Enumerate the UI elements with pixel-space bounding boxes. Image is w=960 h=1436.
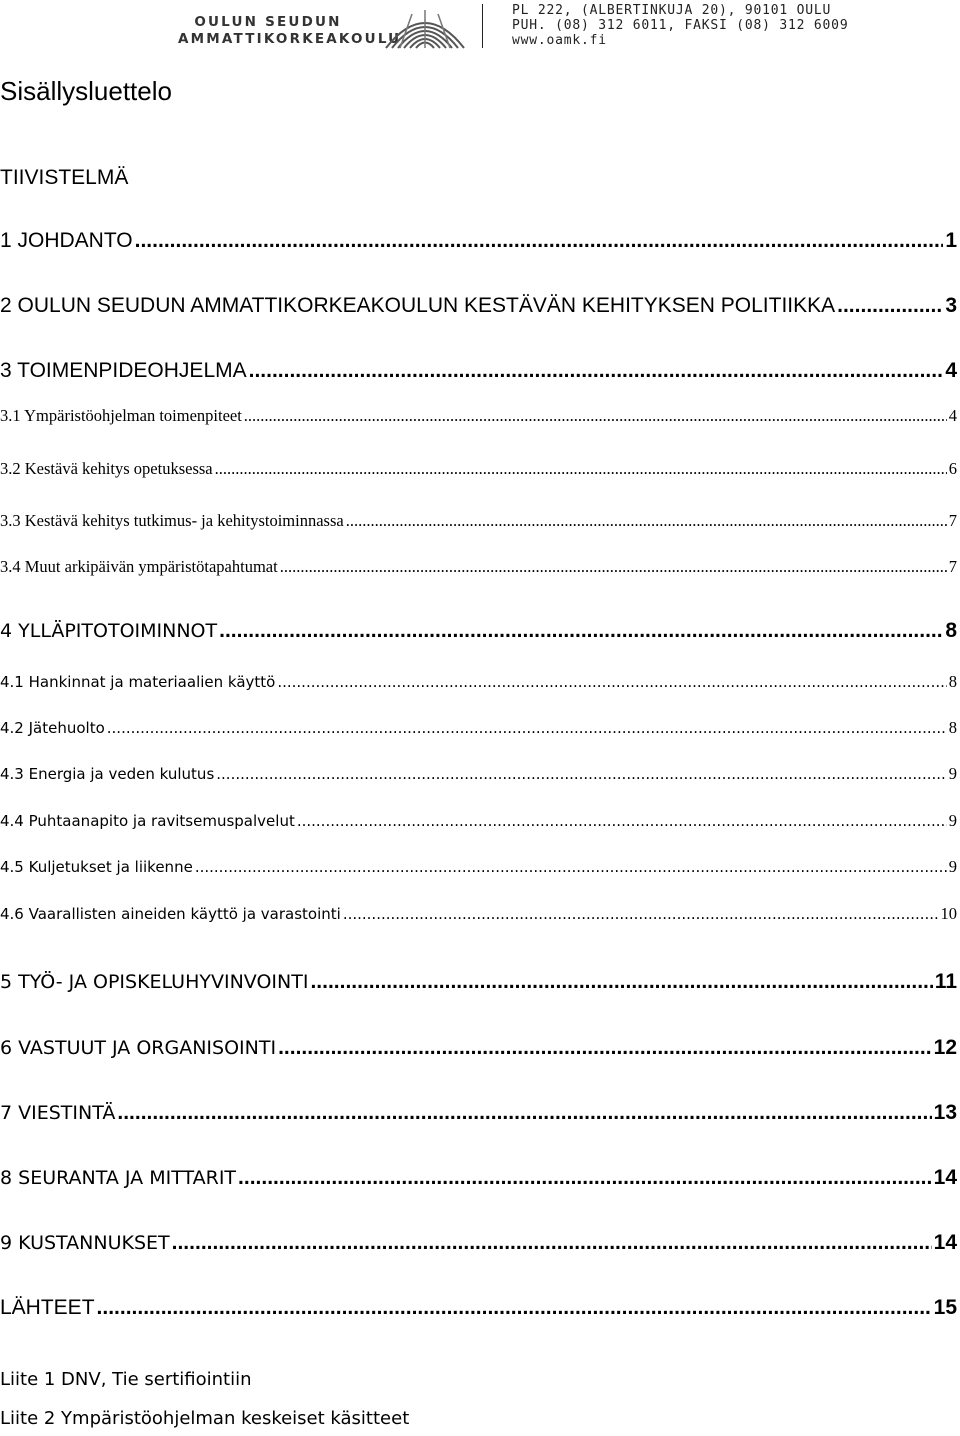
- toc-leader: [278, 1036, 932, 1060]
- toc-leader: [215, 459, 947, 479]
- toc-label: 3.4 Muut arkipäivän ympäristötapahtumat: [0, 557, 278, 576]
- toc-label: 3 TOIMENPIDEOHJELMA: [0, 359, 247, 382]
- toc-entry[interactable]: [0, 811, 957, 831]
- toc-page-number: 7: [948, 557, 957, 576]
- toc-page-number: 9: [948, 857, 957, 876]
- toc-abstract-heading[interactable]: TIIVISTELMÄ: [0, 166, 129, 189]
- toc-entry[interactable]: [0, 1166, 957, 1190]
- toc-label: 3.2 Kestävä kehitys opetuksessa: [0, 459, 213, 478]
- toc-label: 2 OULUN SEUDUN AMMATTIKORKEAKOULUN KESTÄVÄN KEHITYKSEN POLITIIKKA: [0, 294, 836, 317]
- organization-name: [178, 14, 402, 48]
- toc-label: 4.2 Jätehuolto: [0, 719, 105, 737]
- dome-arches-logo-icon: [380, 4, 470, 52]
- toc-label: 4.3 Energia ja veden kulutus: [0, 765, 215, 783]
- toc-page-number: 10: [940, 904, 957, 923]
- toc-entry[interactable]: [0, 1036, 957, 1060]
- toc-leader: [346, 511, 947, 531]
- org-name-line2: AMMATTIKORKEAKOULU: [178, 31, 402, 47]
- appendix-item: Liite 2 Ympäristöohjelman keskeiset käsitteet: [0, 1408, 410, 1429]
- toc-page-number: 8: [948, 672, 957, 691]
- toc-page-number: 14: [933, 1231, 957, 1254]
- toc-label: 4.1 Hankinnat ja materiaalien käyttö: [0, 673, 276, 691]
- header-divider: [482, 4, 483, 48]
- address: PL 222, (ALBERTINKUJA 20), 90101 OULU: [512, 3, 832, 18]
- toc-label: 8 SEURANTA JA MITTARIT: [0, 1167, 237, 1189]
- toc-leader: [238, 1166, 932, 1190]
- toc-entry[interactable]: [0, 904, 957, 924]
- toc-entry[interactable]: [0, 229, 957, 253]
- website-link[interactable]: www.oamk.fi: [512, 33, 607, 48]
- toc-label: 4 YLLÄPITOTOIMINNOT: [0, 620, 218, 642]
- toc-page-number: 9: [948, 811, 957, 830]
- toc-leader: [249, 359, 944, 383]
- toc-entry[interactable]: [0, 557, 957, 577]
- toc-leader: [117, 1101, 931, 1125]
- toc-page-number: 13: [933, 1101, 957, 1124]
- toc-page-number: 14: [933, 1166, 957, 1189]
- toc-label: 9 KUSTANNUKSET: [0, 1232, 170, 1254]
- letterhead: [0, 0, 960, 60]
- toc-leader: [343, 905, 939, 923]
- toc-entry[interactable]: [0, 1231, 957, 1255]
- toc-leader: [297, 812, 947, 830]
- toc-leader: [310, 970, 932, 994]
- toc-label: 4.6 Vaarallisten aineiden käyttö ja varastointi: [0, 905, 341, 923]
- toc-page-number: 9: [948, 764, 957, 783]
- toc-entry[interactable]: [0, 359, 957, 383]
- toc-leader: [107, 719, 947, 737]
- toc-entry[interactable]: [0, 718, 957, 738]
- toc-label: 5 TYÖ- JA OPISKELUHYVINVOINTI: [0, 971, 309, 993]
- toc-label: LÄHTEET: [0, 1296, 95, 1319]
- toc-label: 4.5 Kuljetukset ja liikenne: [0, 858, 193, 876]
- toc-leader: [135, 229, 944, 253]
- toc-page-number: 3: [945, 294, 957, 317]
- toc-page-number: 8: [945, 619, 957, 642]
- toc-leader: [277, 673, 946, 691]
- toc-entry[interactable]: [0, 406, 957, 426]
- toc-page-number: 6: [948, 459, 957, 478]
- toc-page-number: 4: [948, 406, 957, 425]
- phone-fax: PUH. (08) 312 6011, FAKSI (08) 312 6009: [512, 18, 849, 33]
- toc-entry[interactable]: [0, 619, 957, 643]
- toc-entry[interactable]: [0, 970, 957, 994]
- toc-leader: [219, 619, 943, 643]
- toc-leader: [837, 294, 943, 318]
- toc-entry[interactable]: [0, 857, 957, 877]
- toc-page-number: 4: [945, 359, 957, 382]
- toc-label: 7 VIESTINTÄ: [0, 1102, 116, 1124]
- toc-label: 4.4 Puhtaanapito ja ravitsemuspalvelut: [0, 812, 295, 830]
- toc-label: 3.1 Ympäristöohjelman toimenpiteet: [0, 406, 242, 425]
- toc-entry[interactable]: [0, 1101, 957, 1125]
- toc-entry[interactable]: [0, 1296, 957, 1320]
- toc-label: 1 JOHDANTO: [0, 229, 133, 252]
- org-name-line1: OULUN SEUDUN: [194, 14, 342, 30]
- appendix-item: Liite 1 DNV, Tie sertifiointiin: [0, 1369, 252, 1390]
- toc-entry[interactable]: [0, 764, 957, 784]
- toc-page-number: 12: [933, 1036, 957, 1059]
- toc-page-number: 11: [934, 970, 957, 993]
- toc-label: 3.3 Kestävä kehitys tutkimus- ja kehitystoiminnassa: [0, 511, 344, 530]
- toc-leader: [172, 1231, 932, 1255]
- toc-entry[interactable]: [0, 294, 957, 318]
- toc-entry[interactable]: [0, 511, 957, 531]
- toc-page-number: 1: [945, 229, 957, 252]
- toc-leader: [280, 557, 947, 577]
- contact-info: [512, 3, 848, 48]
- toc-page-number: 7: [948, 511, 957, 530]
- toc-entry[interactable]: [0, 672, 957, 692]
- toc-page-number: 15: [933, 1296, 957, 1319]
- toc-entry[interactable]: [0, 459, 957, 479]
- toc-label: 6 VASTUUT JA ORGANISOINTI: [0, 1037, 277, 1059]
- toc-leader: [216, 765, 946, 783]
- toc-leader: [97, 1296, 932, 1320]
- document-title: Sisällysluettelo: [0, 76, 172, 106]
- toc-page-number: 8: [948, 718, 957, 737]
- toc-leader: [195, 858, 947, 876]
- toc-leader: [244, 406, 947, 426]
